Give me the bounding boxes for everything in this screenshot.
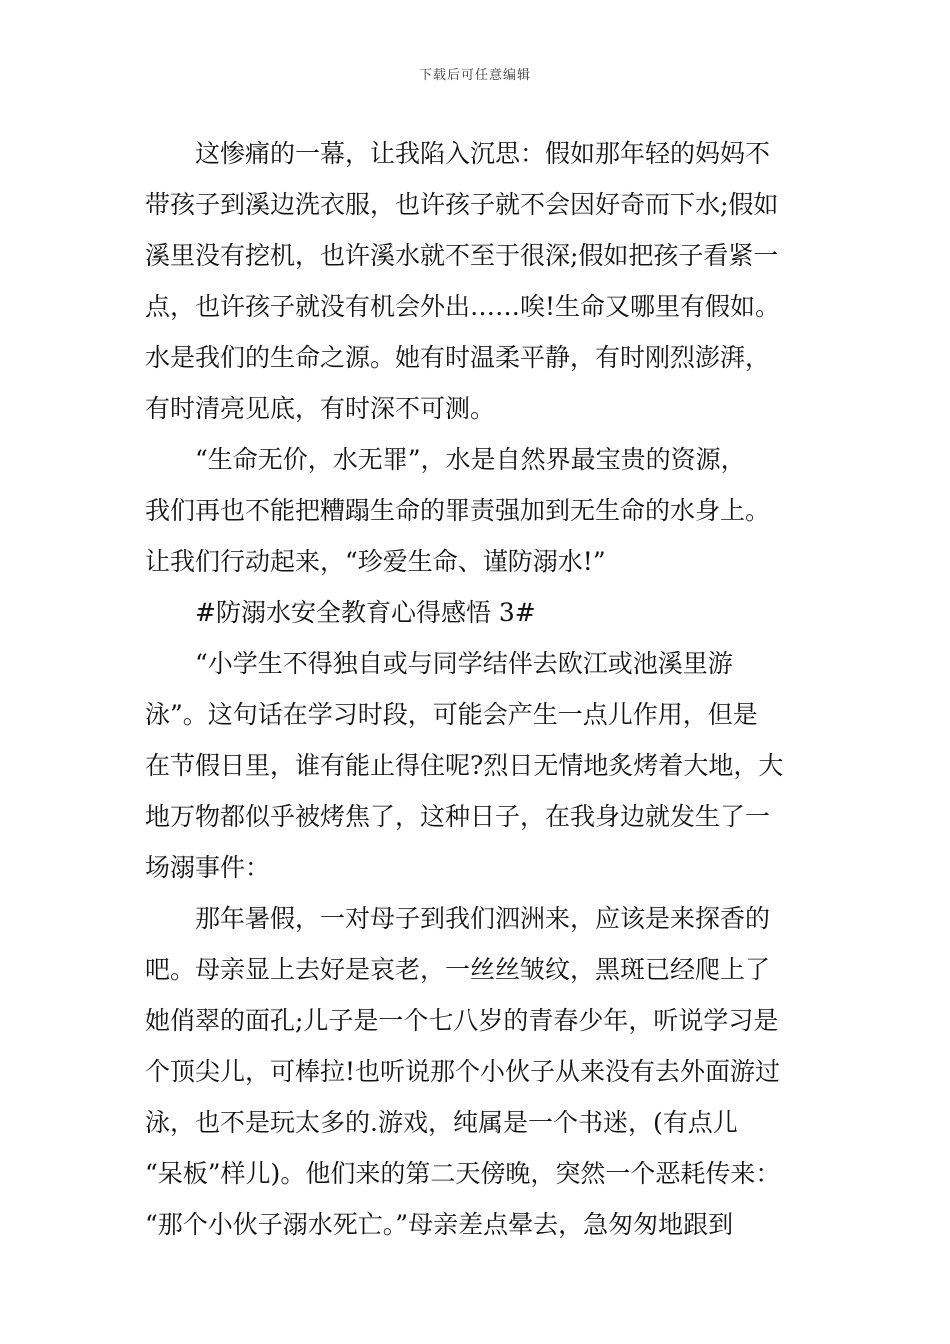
text-line: “小学生不得独自或与同学结伴去欧江或池溪里游 [195,649,733,678]
text-line: 地万物都似乎被烤焦了，这种日子，在我身边就发生了一 [145,802,771,831]
text-line: 我们再也不能把糟蹋生命的罪责强加到无生命的水身上。 [145,496,771,525]
text-line: 这惨痛的一幕，让我陷入沉思：假如那年轻的妈妈不 [195,139,771,168]
document-body [145,128,810,1250]
text-line: 泳，也不是玩太多的.游戏，纯属是一个书迷，(有点儿 [145,1108,738,1137]
text-line: 那年暑假，一对母子到我们泗洲来，应该是来探香的 [195,904,771,933]
text-line: 场溺事件： [145,853,271,882]
text-line: 吧。母亲显上去好是哀老，一丝丝皱纹，黑斑已经爬上了 [145,955,771,984]
text-line: 让我们行动起来，“珍爱生命、谨防溺水!” [145,547,606,576]
text-line: 个顶尖儿，可棒拉!也听说那个小伙子从来没有去外面游过 [145,1057,781,1086]
text-line: 带孩子到溪边洗衣服，也许孩子就不会因好奇而下水;假如 [145,190,779,219]
section-heading: #防溺水安全教育心得感悟 3# [195,598,536,627]
text-line: 她俏翠的面孔;儿子是一个七八岁的青春少年，听说学习是 [145,1006,779,1035]
text-line: 水是我们的生命之源。她有时温柔平静，有时刚烈澎湃， [145,343,771,372]
text-line: 在节假日里，谁有能止得住呢?烈日无情地炙烤着大地，大 [145,751,784,780]
text-line: 溪里没有挖机，也许溪水就不至于很深;假如把孩子看紧一 [145,241,779,270]
page-header: 下载后可任意编辑 [418,68,531,83]
text-line: “那个小伙子溺水死亡。”母亲差点晕去，急匆匆地跟到 [145,1210,734,1239]
text-line: 泳”。这句话在学习时段，可能会产生一点儿作用，但是 [145,700,758,729]
text-line: 有时清亮见底，有时深不可测。 [145,394,496,423]
text-line: 点，也许孩子就没有机会外出……唉!生命又哪里有假如。 [145,292,781,321]
text-line: “呆板”样儿)。他们来的第二天傍晚，突然一个恶耗传来： [145,1159,781,1188]
text-line: “生命无价，水无罪”，水是自然界最宝贵的资源， [195,445,746,474]
